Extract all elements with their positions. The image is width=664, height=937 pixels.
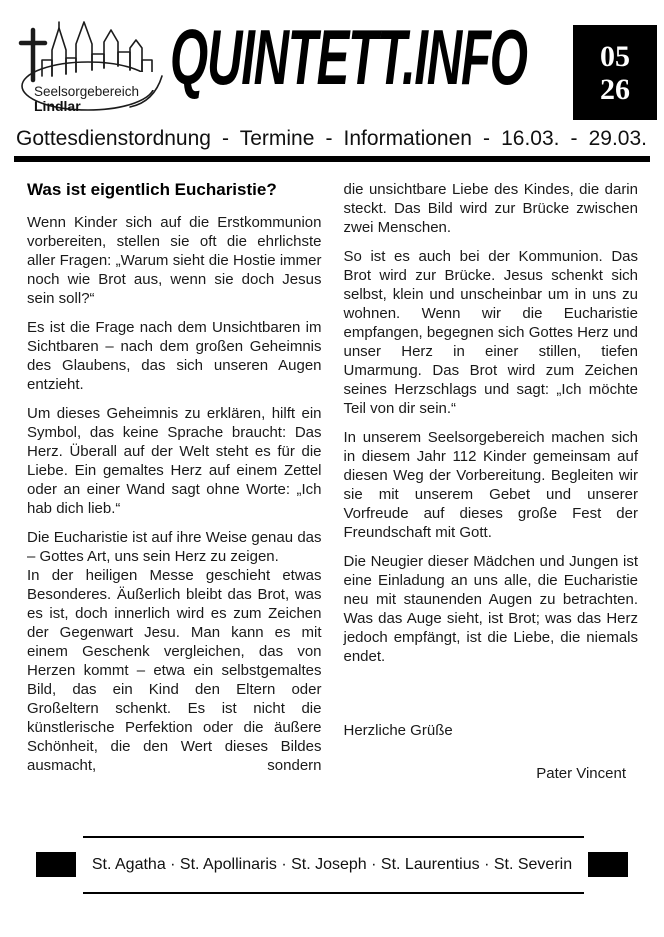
- village-skyline-icon: [12, 14, 164, 116]
- header-divider: [14, 156, 650, 162]
- issue-year: 26: [600, 72, 630, 106]
- left-column: [27, 180, 322, 793]
- footer-divider-top: [83, 836, 584, 838]
- masthead-title: QUINTETT.INFO: [170, 13, 527, 101]
- article-heading: Was ist eigentlich Eucharistie?: [27, 180, 277, 199]
- footer-right-block: [588, 852, 628, 877]
- paragraph: In unserem Seelsorgebereich machen sich in diesem Jahr 112 Kinder gemeinsam auf diesen Weg der Vorbereitung. Begleiten wir sie mit unserem Gebet und unserer Vorfreude auf dieses große Fest der Freundschaft mit Gott.: [343, 429, 638, 541]
- footer-divider-bottom: [83, 892, 584, 894]
- paragraph: Die Neugier dieser Mädchen und Jungen ist eine Einladung an uns alle, die Eucharistie neu mit staunenden Augen zu betrachten. Was das Auge sieht, ist Brot; was das Herz jedoch empfängt, ist die Liebe, die niemals endet.: [343, 553, 638, 665]
- paragraph: Es ist die Frage nach dem Unsichtbaren im Sichtbaren – nach dem großen Geheimnis des Glaubens, das sich unseren Augen entzieht.: [27, 319, 322, 393]
- paragraph: Die Eucharistie ist auf ihre Weise genau das – Gottes Art, uns sein Herz zu zeigen.: [27, 529, 322, 565]
- logo-region-name: Seelsorgebereich: [34, 84, 140, 99]
- signature: Pater Vincent: [536, 765, 626, 782]
- footer-row: [36, 852, 628, 877]
- paragraph: In der heiligen Messe geschieht etwas Besonderes. Äußerlich bleibt das Brot, was es ist, doch innerlich wird es zum Zeichen der Gegenwart Jesu. Man kann es mit einem Geschenk vergleichen, das von Herzen kommt – etwa ein selbstgemaltes Bild, das ein Kind den Eltern oder Großeltern schenkt. Es ist nicht die künstlerische Perfektion oder die äußere Schönheit, die den Wert dieses Bildes ausmacht, sondern: [27, 567, 322, 774]
- parish-list: St. Agatha · St. Apollinaris · St. Joseph · St. Laurentius · St. Severin: [91, 855, 573, 873]
- logo-town-name: Lindlar: [34, 98, 81, 114]
- paragraph: Um dieses Geheimnis zu erklären, hilft ein Symbol, das keine Sprache braucht: Das Herz. Überall auf der Welt steht es für die Liebe. Ein gemaltes Herz auf einem Zettel oder an einer Wand sagt ohne Worte: „Ich hab dich lieb.“: [27, 405, 322, 517]
- footer-left-block: [36, 852, 76, 877]
- article: [27, 180, 638, 793]
- closing-text: Herzliche Grüße: [343, 722, 453, 739]
- tagline: Gottesdienstordnung - Termine - Informationen - 16.03. - 29.03.: [16, 127, 647, 150]
- issue-month: 05: [600, 39, 630, 73]
- paragraph: So ist es auch bei der Kommunion. Das Brot wird zur Brücke. Jesus schenkt sich selbst, klein und unscheinbar um in uns zu wohnen. Wenn wir die Eucharistie empfangen, begegnen sich Gottes Herz und unser Herz in einer stillen, tiefen Umarmung. Das Brot wird zum Zeichen seines Herzschlags und sagt: „Ich möchte Teil von dir sein.“: [343, 248, 638, 417]
- paragraph: Wenn Kinder sich auf die Erstkommunion vorbereiten, stellen sie oft die ehrlichste aller Fragen: „Warum sieht die Hostie immer noch wie Brot aus, wenn sie doch Jesus sein soll?“: [27, 214, 322, 307]
- right-column: [344, 180, 639, 793]
- paragraph: die unsichtbare Liebe des Kindes, die darin steckt. Das Bild wird zur Brücke zwischen zwei Menschen.: [343, 181, 638, 236]
- parish-logo: [12, 14, 164, 116]
- issue-badge: [573, 25, 657, 120]
